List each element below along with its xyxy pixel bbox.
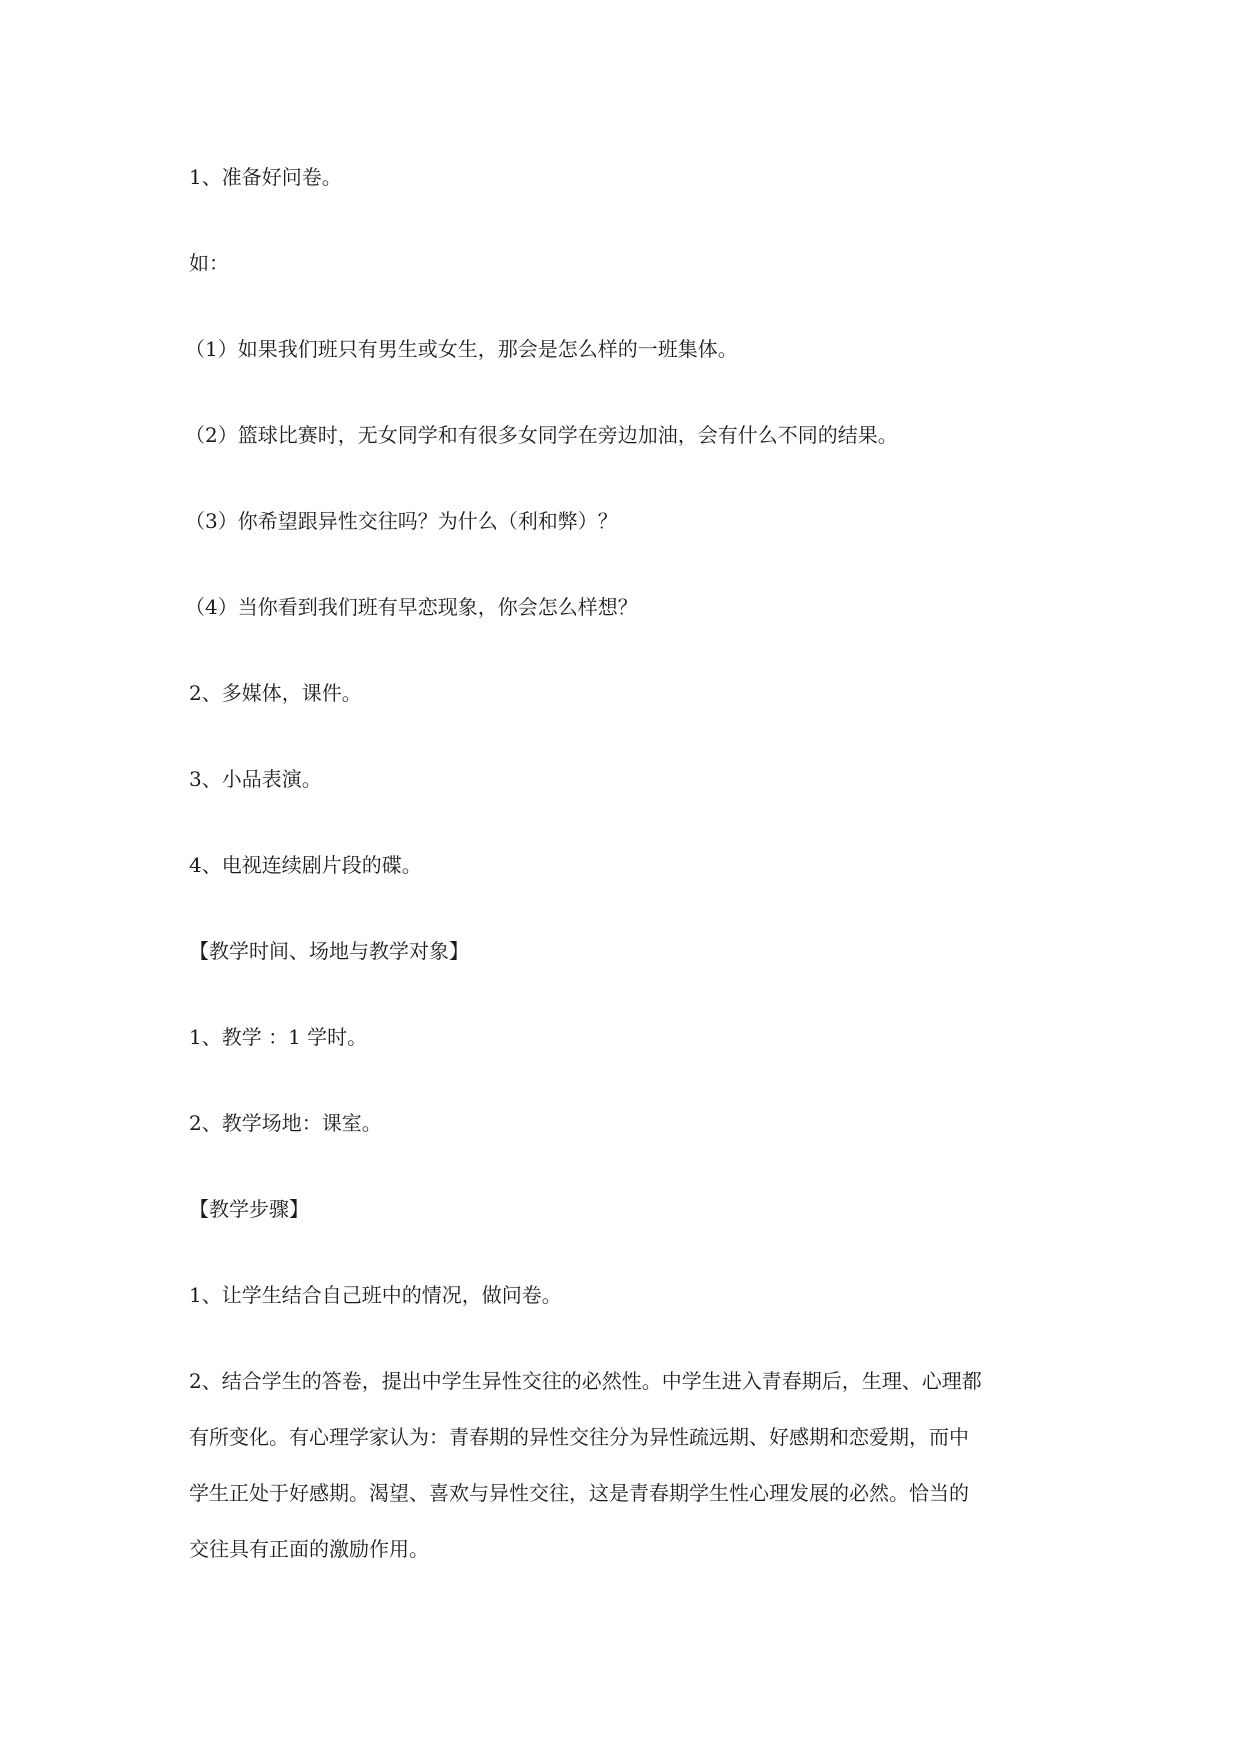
section-heading-steps: 【教学步骤】 (189, 1197, 309, 1221)
step-item-1: 1、让学生结合自己班中的情况，做问卷。 (189, 1283, 562, 1307)
list-item-teaching-venue: 2、教学场地：课室。 (189, 1111, 382, 1135)
step-item-2-line-3: 学生正处于好感期。渴望、喜欢与异性交往，这是青春期学生性心理发展的必然。恰当的 (189, 1481, 969, 1505)
list-item-prepare-questionnaire: 1、准备好问卷。 (189, 165, 342, 189)
step-item-2-line-4: 交往具有正面的激励作用。 (189, 1537, 429, 1561)
step-item-2-line-1: 2、结合学生的答卷，提出中学生异性交往的必然性。中学生进入青春期后，生理、心理都 (189, 1369, 982, 1393)
example-label: 如： (189, 251, 229, 275)
list-item-tv-clip: 4、电视连续剧片段的碟。 (189, 853, 422, 877)
section-heading-time-venue: 【教学时间、场地与教学对象】 (189, 939, 469, 963)
list-item-skit: 3、小品表演。 (189, 767, 322, 791)
question-item-3: （3）你希望跟异性交往吗？为什么（利和弊）？ (185, 509, 618, 533)
list-item-multimedia: 2、多媒体，课件。 (189, 681, 362, 705)
list-item-teaching-hours: 1、教学 ：1 学时。 (189, 1025, 368, 1049)
question-item-2: （2）篮球比赛时，无女同学和有很多女同学在旁边加油，会有什么不同的结果。 (185, 423, 898, 447)
step-item-2-line-2: 有所变化。有心理学家认为：青春期的异性交往分为异性疏远期、好感期和恋爱期，而中 (189, 1425, 969, 1449)
question-item-4: （4）当你看到我们班有早恋现象，你会怎么样想？ (185, 595, 638, 619)
question-item-1: （1）如果我们班只有男生或女生，那会是怎么样的一班集体。 (185, 337, 738, 361)
